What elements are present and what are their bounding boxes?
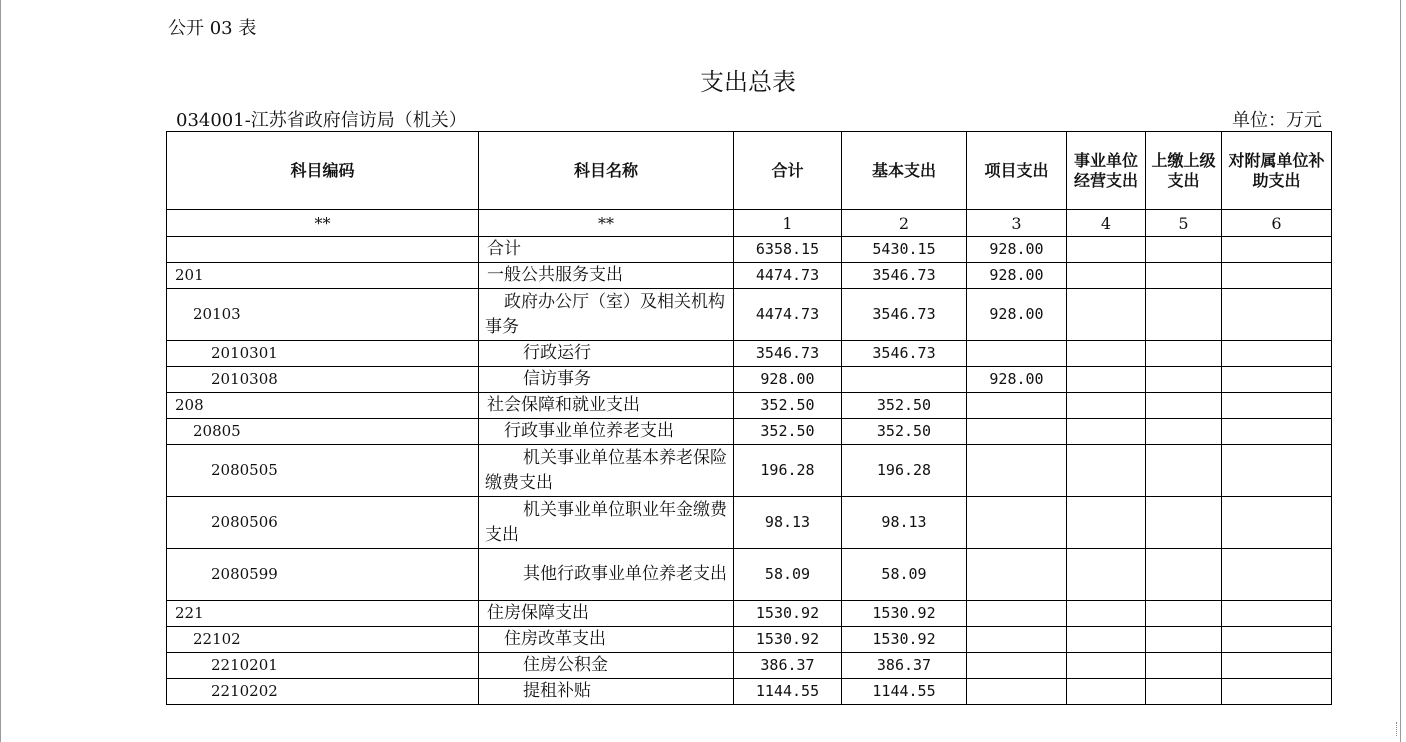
business-expenditure-cell bbox=[1067, 367, 1146, 393]
business-expenditure-cell bbox=[1067, 549, 1146, 601]
total-cell: 4474.73 bbox=[734, 263, 842, 289]
table-row bbox=[167, 367, 1332, 393]
remit-superior-cell bbox=[1146, 679, 1222, 705]
subsidy-affiliate-cell bbox=[1222, 341, 1332, 367]
remit-superior-cell bbox=[1146, 653, 1222, 679]
table-row bbox=[167, 263, 1332, 289]
index-cell: 5 bbox=[1146, 210, 1222, 237]
basic-expenditure-cell: 1530.92 bbox=[842, 601, 967, 627]
name-cell: 行政事业单位养老支出 bbox=[479, 419, 734, 445]
index-cell: ** bbox=[479, 210, 734, 237]
project-expenditure-cell: 928.00 bbox=[967, 237, 1067, 263]
code-cell: 20805 bbox=[167, 419, 479, 445]
index-cell: 2 bbox=[842, 210, 967, 237]
code-cell: 20103 bbox=[167, 289, 479, 341]
total-cell: 6358.15 bbox=[734, 237, 842, 263]
code-cell: 2080506 bbox=[167, 497, 479, 549]
header-cell: 科目编码 bbox=[167, 132, 479, 210]
code-cell: 2010301 bbox=[167, 341, 479, 367]
table-row bbox=[167, 445, 1332, 497]
subsidy-affiliate-cell bbox=[1222, 601, 1332, 627]
index-cell: 6 bbox=[1222, 210, 1332, 237]
code-cell: 2210201 bbox=[167, 653, 479, 679]
business-expenditure-cell bbox=[1067, 419, 1146, 445]
name-cell: 其他行政事业单位养老支出 bbox=[479, 549, 734, 601]
page-right-border bbox=[1400, 0, 1401, 742]
basic-expenditure-cell: 5430.15 bbox=[842, 237, 967, 263]
basic-expenditure-cell bbox=[842, 367, 967, 393]
remit-superior-cell bbox=[1146, 393, 1222, 419]
header-cell: 合计 bbox=[734, 132, 842, 210]
header-cell: 基本支出 bbox=[842, 132, 967, 210]
total-cell: 58.09 bbox=[734, 549, 842, 601]
index-cell: 3 bbox=[967, 210, 1067, 237]
name-cell: 行政运行 bbox=[479, 341, 734, 367]
code-cell: 2080505 bbox=[167, 445, 479, 497]
basic-expenditure-cell: 3546.73 bbox=[842, 289, 967, 341]
project-expenditure-cell bbox=[967, 445, 1067, 497]
subsidy-affiliate-cell bbox=[1222, 289, 1332, 341]
subsidy-affiliate-cell bbox=[1222, 419, 1332, 445]
name-cell: 政府办公厅（室）及相关机构事务 bbox=[479, 289, 734, 341]
page-title: 支出总表 bbox=[700, 68, 796, 96]
remit-superior-cell bbox=[1146, 601, 1222, 627]
project-expenditure-cell bbox=[967, 497, 1067, 549]
subsidy-affiliate-cell bbox=[1222, 679, 1332, 705]
total-cell: 196.28 bbox=[734, 445, 842, 497]
remit-superior-cell bbox=[1146, 627, 1222, 653]
total-cell: 1530.92 bbox=[734, 627, 842, 653]
remit-superior-cell bbox=[1146, 289, 1222, 341]
business-expenditure-cell bbox=[1067, 601, 1146, 627]
basic-expenditure-cell: 3546.73 bbox=[842, 341, 967, 367]
form-label: 公开 03 表 bbox=[168, 18, 257, 39]
project-expenditure-cell: 928.00 bbox=[967, 263, 1067, 289]
subsidy-affiliate-cell bbox=[1222, 445, 1332, 497]
table-row bbox=[167, 601, 1332, 627]
code-cell: 201 bbox=[167, 263, 479, 289]
header-cell: 科目名称 bbox=[479, 132, 734, 210]
unit-label: 单位：万元 bbox=[1232, 110, 1322, 131]
total-cell: 386.37 bbox=[734, 653, 842, 679]
remit-superior-cell bbox=[1146, 549, 1222, 601]
table-row bbox=[167, 393, 1332, 419]
table-body bbox=[167, 237, 1332, 705]
table-row bbox=[167, 289, 1332, 341]
code-cell: 2010308 bbox=[167, 367, 479, 393]
code-cell: 22102 bbox=[167, 627, 479, 653]
subsidy-affiliate-cell bbox=[1222, 367, 1332, 393]
project-expenditure-cell bbox=[967, 627, 1067, 653]
subsidy-affiliate-cell bbox=[1222, 393, 1332, 419]
table-row bbox=[167, 341, 1332, 367]
name-cell: 住房保障支出 bbox=[479, 601, 734, 627]
table-row bbox=[167, 419, 1332, 445]
basic-expenditure-cell: 98.13 bbox=[842, 497, 967, 549]
index-cell: ** bbox=[167, 210, 479, 237]
business-expenditure-cell bbox=[1067, 393, 1146, 419]
table-row bbox=[167, 627, 1332, 653]
project-expenditure-cell bbox=[967, 601, 1067, 627]
name-cell: 提租补贴 bbox=[479, 679, 734, 705]
business-expenditure-cell bbox=[1067, 445, 1146, 497]
name-cell: 住房公积金 bbox=[479, 653, 734, 679]
total-cell: 928.00 bbox=[734, 367, 842, 393]
project-expenditure-cell: 928.00 bbox=[967, 367, 1067, 393]
project-expenditure-cell: 928.00 bbox=[967, 289, 1067, 341]
organization-name: 034001-江苏省政府信访局（机关） bbox=[176, 110, 467, 131]
index-row bbox=[167, 210, 1332, 237]
code-cell: 221 bbox=[167, 601, 479, 627]
header-cell: 上缴上级支出 bbox=[1146, 132, 1222, 210]
table-row bbox=[167, 679, 1332, 705]
code-cell: 2210202 bbox=[167, 679, 479, 705]
basic-expenditure-cell: 196.28 bbox=[842, 445, 967, 497]
business-expenditure-cell bbox=[1067, 341, 1146, 367]
name-cell: 社会保障和就业支出 bbox=[479, 393, 734, 419]
project-expenditure-cell bbox=[967, 549, 1067, 601]
name-cell: 机关事业单位基本养老保险缴费支出 bbox=[479, 445, 734, 497]
remit-superior-cell bbox=[1146, 419, 1222, 445]
basic-expenditure-cell: 3546.73 bbox=[842, 263, 967, 289]
basic-expenditure-cell: 1530.92 bbox=[842, 627, 967, 653]
total-cell: 352.50 bbox=[734, 393, 842, 419]
header-cell: 事业单位经营支出 bbox=[1067, 132, 1146, 210]
business-expenditure-cell bbox=[1067, 627, 1146, 653]
business-expenditure-cell bbox=[1067, 289, 1146, 341]
subsidy-affiliate-cell bbox=[1222, 237, 1332, 263]
remit-superior-cell bbox=[1146, 367, 1222, 393]
business-expenditure-cell bbox=[1067, 497, 1146, 549]
table-row bbox=[167, 549, 1332, 601]
name-cell: 合计 bbox=[479, 237, 734, 263]
subsidy-affiliate-cell bbox=[1222, 653, 1332, 679]
project-expenditure-cell bbox=[967, 419, 1067, 445]
table-row bbox=[167, 653, 1332, 679]
subsidy-affiliate-cell bbox=[1222, 497, 1332, 549]
name-cell: 信访事务 bbox=[479, 367, 734, 393]
name-cell: 住房改革支出 bbox=[479, 627, 734, 653]
remit-superior-cell bbox=[1146, 341, 1222, 367]
total-cell: 3546.73 bbox=[734, 341, 842, 367]
basic-expenditure-cell: 386.37 bbox=[842, 653, 967, 679]
business-expenditure-cell bbox=[1067, 653, 1146, 679]
business-expenditure-cell bbox=[1067, 679, 1146, 705]
project-expenditure-cell bbox=[967, 653, 1067, 679]
index-cell: 4 bbox=[1067, 210, 1146, 237]
index-cell: 1 bbox=[734, 210, 842, 237]
business-expenditure-cell bbox=[1067, 237, 1146, 263]
header-cell: 项目支出 bbox=[967, 132, 1067, 210]
total-cell: 352.50 bbox=[734, 419, 842, 445]
remit-superior-cell bbox=[1146, 237, 1222, 263]
remit-superior-cell bbox=[1146, 497, 1222, 549]
subsidy-affiliate-cell bbox=[1222, 549, 1332, 601]
table-row bbox=[167, 497, 1332, 549]
code-cell: 2080599 bbox=[167, 549, 479, 601]
name-cell: 机关事业单位职业年金缴费支出 bbox=[479, 497, 734, 549]
basic-expenditure-cell: 58.09 bbox=[842, 549, 967, 601]
total-cell: 98.13 bbox=[734, 497, 842, 549]
subsidy-affiliate-cell bbox=[1222, 627, 1332, 653]
header-cell: 对附属单位补助支出 bbox=[1222, 132, 1332, 210]
remit-superior-cell bbox=[1146, 445, 1222, 497]
project-expenditure-cell bbox=[967, 679, 1067, 705]
code-cell: 208 bbox=[167, 393, 479, 419]
expenditure-table bbox=[166, 131, 1332, 705]
business-expenditure-cell bbox=[1067, 263, 1146, 289]
name-cell: 一般公共服务支出 bbox=[479, 263, 734, 289]
subsidy-affiliate-cell bbox=[1222, 263, 1332, 289]
project-expenditure-cell bbox=[967, 393, 1067, 419]
basic-expenditure-cell: 352.50 bbox=[842, 393, 967, 419]
total-cell: 1530.92 bbox=[734, 601, 842, 627]
remit-superior-cell bbox=[1146, 263, 1222, 289]
table-row bbox=[167, 237, 1332, 263]
total-cell: 1144.55 bbox=[734, 679, 842, 705]
page-left-border bbox=[0, 0, 1, 742]
page-corner-mark bbox=[1396, 722, 1405, 736]
total-cell: 4474.73 bbox=[734, 289, 842, 341]
basic-expenditure-cell: 1144.55 bbox=[842, 679, 967, 705]
project-expenditure-cell bbox=[967, 341, 1067, 367]
header-row bbox=[167, 132, 1332, 210]
code-cell bbox=[167, 237, 479, 263]
basic-expenditure-cell: 352.50 bbox=[842, 419, 967, 445]
